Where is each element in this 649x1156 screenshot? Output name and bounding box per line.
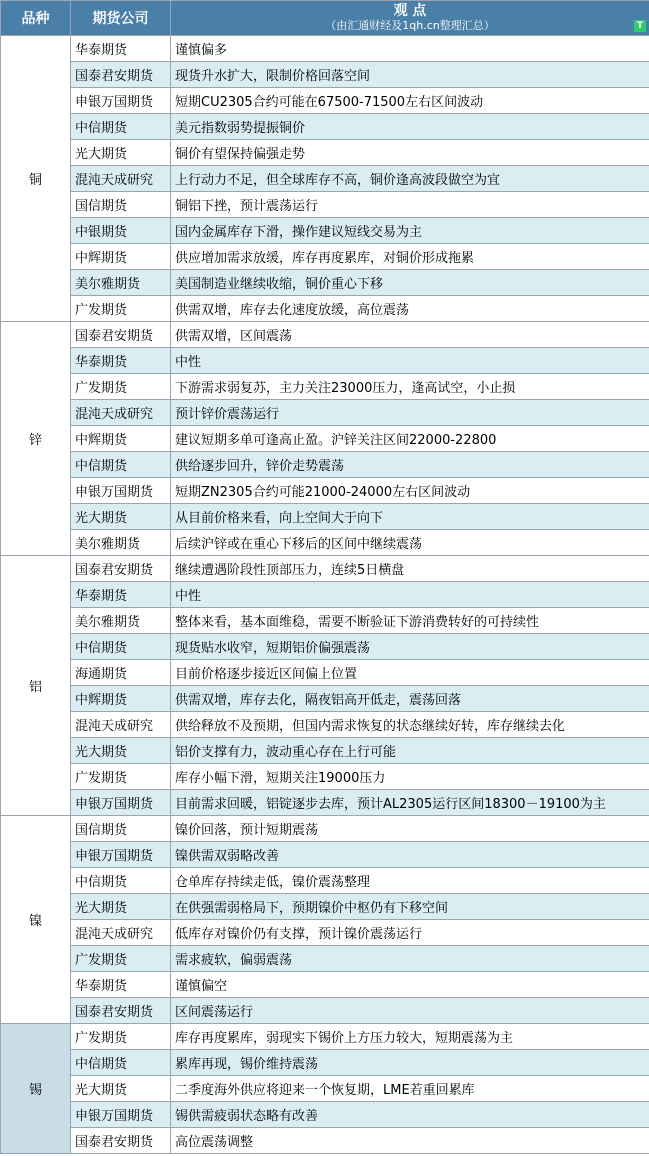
table-row (1, 686, 649, 712)
company-cell: 混沌天成研究 (71, 400, 171, 426)
table-row (1, 972, 649, 998)
filter-tag-icon[interactable]: T (634, 20, 646, 32)
company-cell: 光大期货 (71, 504, 171, 530)
view-cell: 铜铝下挫，预计震荡运行 (171, 192, 649, 218)
header-view[interactable] (171, 1, 649, 36)
view-cell: 短期ZN2305合约可能21000-24000左右区间波动 (171, 478, 649, 504)
company-cell: 混沌天成研究 (71, 712, 171, 738)
view-cell: 供应增加需求放缓，库存再度累库，对铜价形成拖累 (171, 244, 649, 270)
view-cell: 现货升水扩大，限制价格回落空间 (171, 62, 649, 88)
view-cell: 中性 (171, 582, 649, 608)
company-cell: 华泰期货 (71, 972, 171, 998)
company-cell: 国信期货 (71, 816, 171, 842)
company-cell: 中信期货 (71, 452, 171, 478)
view-cell: 供需双增，库存去化速度放缓，高位震荡 (171, 296, 649, 322)
commodity-cell: 锡 (1, 1024, 71, 1154)
table-row (1, 400, 649, 426)
table-row (1, 36, 649, 62)
table-row (1, 322, 649, 348)
company-cell: 国泰君安期货 (71, 998, 171, 1024)
company-cell: 广发期货 (71, 764, 171, 790)
view-cell: 预计锌价震荡运行 (171, 400, 649, 426)
table-row (1, 738, 649, 764)
company-cell: 申银万国期货 (71, 88, 171, 114)
table-row (1, 270, 649, 296)
table-row (1, 530, 649, 556)
table-row (1, 114, 649, 140)
view-cell: 谨慎偏多 (171, 36, 649, 62)
company-cell: 混沌天成研究 (71, 166, 171, 192)
table-row (1, 348, 649, 374)
view-cell: 美国制造业继续收缩，铜价重心下移 (171, 270, 649, 296)
header-company[interactable]: 期货公司 (71, 1, 171, 36)
header-view-title: 观 点 (393, 3, 427, 19)
view-cell: 目前价格逐步接近区间偏上位置 (171, 660, 649, 686)
table-row (1, 244, 649, 270)
table-row (1, 998, 649, 1024)
view-cell: 中性 (171, 348, 649, 374)
table-row (1, 1128, 649, 1154)
table-row (1, 218, 649, 244)
table-body (1, 36, 649, 1154)
view-cell: 继续遭遇阶段性顶部压力，连续5日横盘 (171, 556, 649, 582)
view-cell: 镍价回落，预计短期震荡 (171, 816, 649, 842)
company-cell: 中信期货 (71, 634, 171, 660)
table-row (1, 920, 649, 946)
header-commodity[interactable]: 品种 (1, 1, 71, 36)
table-row (1, 634, 649, 660)
view-cell: 建议短期多单可逢高止盈。沪锌关注区间22000-22800 (171, 426, 649, 452)
view-cell: 供需双增，区间震荡 (171, 322, 649, 348)
table-row (1, 556, 649, 582)
company-cell: 中信期货 (71, 114, 171, 140)
table-row (1, 1102, 649, 1128)
table-row (1, 608, 649, 634)
company-cell: 申银万国期货 (71, 1102, 171, 1128)
view-cell: 从目前价格来看，向上空间大于向下 (171, 504, 649, 530)
view-cell: 区间震荡运行 (171, 998, 649, 1024)
view-cell: 铜价有望保持偏强走势 (171, 140, 649, 166)
view-cell: 库存小幅下滑，短期关注19000压力 (171, 764, 649, 790)
view-cell: 低库存对镍价仍有支撑，预计镍价震荡运行 (171, 920, 649, 946)
company-cell: 华泰期货 (71, 582, 171, 608)
table-row (1, 790, 649, 816)
view-cell: 高位震荡调整 (171, 1128, 649, 1154)
company-cell: 华泰期货 (71, 36, 171, 62)
view-cell: 累库再现，锡价维持震荡 (171, 1050, 649, 1076)
table-row (1, 660, 649, 686)
company-cell: 混沌天成研究 (71, 920, 171, 946)
company-cell: 广发期货 (71, 1024, 171, 1050)
header-view-subtitle: （由汇通财经及1qh.cn整理汇总） (325, 19, 495, 32)
company-cell: 国泰君安期货 (71, 62, 171, 88)
view-cell: 镍供需双弱略改善 (171, 842, 649, 868)
table-row (1, 816, 649, 842)
commodity-cell: 锌 (1, 322, 71, 556)
company-cell: 国信期货 (71, 192, 171, 218)
table-row (1, 296, 649, 322)
view-cell: 现货贴水收窄，短期铝价偏强震荡 (171, 634, 649, 660)
view-cell: 后续沪锌或在重心下移后的区间中继续震荡 (171, 530, 649, 556)
table-row (1, 946, 649, 972)
company-cell: 华泰期货 (71, 348, 171, 374)
table-row (1, 842, 649, 868)
company-cell: 中辉期货 (71, 244, 171, 270)
table-row (1, 504, 649, 530)
view-cell: 美元指数弱势提振铜价 (171, 114, 649, 140)
company-cell: 光大期货 (71, 1076, 171, 1102)
company-cell: 中辉期货 (71, 426, 171, 452)
company-cell: 光大期货 (71, 140, 171, 166)
company-cell: 广发期货 (71, 296, 171, 322)
view-cell: 整体来看，基本面维稳，需要不断验证下游消费转好的可持续性 (171, 608, 649, 634)
view-cell: 在供强需弱格局下，预期镍价中枢仍有下移空间 (171, 894, 649, 920)
company-cell: 广发期货 (71, 946, 171, 972)
table-row (1, 192, 649, 218)
view-cell: 供给释放不及预期，但国内需求恢复的状态继续好转，库存继续去化 (171, 712, 649, 738)
company-cell: 申银万国期货 (71, 790, 171, 816)
view-cell: 谨慎偏空 (171, 972, 649, 998)
table-row (1, 582, 649, 608)
table-row (1, 140, 649, 166)
table-row (1, 1076, 649, 1102)
view-cell: 库存再度累库，弱现实下锡价上方压力较大，短期震荡为主 (171, 1024, 649, 1050)
company-cell: 国泰君安期货 (71, 322, 171, 348)
company-cell: 美尔雅期货 (71, 608, 171, 634)
commodity-cell: 铝 (1, 556, 71, 816)
table-row (1, 868, 649, 894)
table-row (1, 374, 649, 400)
company-cell: 申银万国期货 (71, 842, 171, 868)
view-cell: 上行动力不足，但全球库存不高，铜价逢高波段做空为宜 (171, 166, 649, 192)
table-row (1, 166, 649, 192)
table-row (1, 452, 649, 478)
view-cell: 锡供需疲弱状态略有改善 (171, 1102, 649, 1128)
table-row (1, 1024, 649, 1050)
company-cell: 光大期货 (71, 738, 171, 764)
company-cell: 广发期货 (71, 374, 171, 400)
view-cell: 需求疲软，偏弱震荡 (171, 946, 649, 972)
view-cell: 二季度海外供应将迎来一个恢复期，LME若重回累库 (171, 1076, 649, 1102)
commodity-cell: 镍 (1, 816, 71, 1024)
table-row (1, 712, 649, 738)
company-cell: 美尔雅期货 (71, 270, 171, 296)
table-row (1, 88, 649, 114)
commodity-cell: 铜 (1, 36, 71, 322)
company-cell: 国泰君安期货 (71, 1128, 171, 1154)
view-cell: 下游需求弱复苏，主力关注23000压力，逢高试空，小止损 (171, 374, 649, 400)
view-cell: 国内金属库存下滑，操作建议短线交易为主 (171, 218, 649, 244)
company-cell: 申银万国期货 (71, 478, 171, 504)
view-cell: 供给逐步回升，锌价走势震荡 (171, 452, 649, 478)
table-row (1, 1050, 649, 1076)
table-row (1, 764, 649, 790)
company-cell: 中银期货 (71, 218, 171, 244)
company-cell: 美尔雅期货 (71, 530, 171, 556)
view-cell: 目前需求回暖，铝锭逐步去库，预计AL2305运行区间18300－19100为主 (171, 790, 649, 816)
company-cell: 中辉期货 (71, 686, 171, 712)
company-cell: 光大期货 (71, 894, 171, 920)
view-cell: 供需双增，库存去化，隔夜铝高开低走，震荡回落 (171, 686, 649, 712)
table-row (1, 478, 649, 504)
table-row (1, 62, 649, 88)
view-cell: 短期CU2305合约可能在67500-71500左右区间波动 (171, 88, 649, 114)
company-cell: 中信期货 (71, 1050, 171, 1076)
company-cell: 中信期货 (71, 868, 171, 894)
company-cell: 国泰君安期货 (71, 556, 171, 582)
view-cell: 仓单库存持续走低，镍价震荡整理 (171, 868, 649, 894)
table-row (1, 426, 649, 452)
view-cell: 铝价支撑有力，波动重心存在上行可能 (171, 738, 649, 764)
table-row (1, 894, 649, 920)
company-cell: 海通期货 (71, 660, 171, 686)
header-row (1, 1, 649, 36)
